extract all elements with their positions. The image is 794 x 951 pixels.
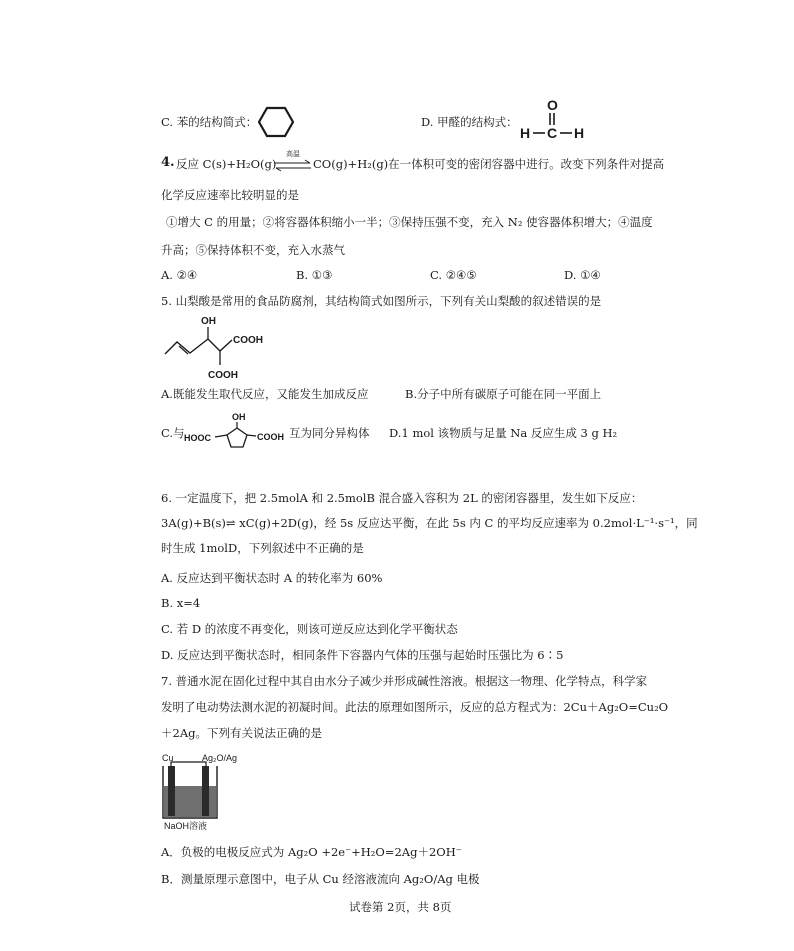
q7-option-b: B．测量原理示意图中，电子从 Cu 经溶液流向 Ag₂O/Ag 电极 xyxy=(161,872,480,886)
q5-option-b: B.分子中所有碳原子可能在同一平面上 xyxy=(405,387,602,401)
sorbic-acid-structure xyxy=(160,310,270,382)
q5-option-c-prefix: C.与 xyxy=(161,426,185,440)
sorbic-oh-label: OH xyxy=(201,316,216,327)
cyclopentane-isomer-structure xyxy=(184,410,288,454)
q6-stem-line1: 6. 一定温度下，把 2.5molA 和 2.5molB 混合盛入容积为 2L 的密闭容器里，发生如下反应： xyxy=(161,491,643,505)
q5-option-d: D.1 mol 该物质与足量 Na 反应生成 3 g H₂ xyxy=(389,426,618,440)
q4-option-b: B. ①③ xyxy=(296,268,333,282)
q6-option-a: A. 反应达到平衡状态时 A 的转化率为 60% xyxy=(161,571,383,585)
formaldehyde-structure xyxy=(518,98,588,142)
naoh-solution-label: NaOH溶液 xyxy=(164,821,208,831)
electrochemical-cell-diagram xyxy=(160,748,254,832)
q7-option-a: A．负极的电极反应式为 Ag₂O +2e⁻+H₂O=2Ag＋2OH⁻ xyxy=(161,845,462,859)
ag-electrode-label: Ag₂O/Ag xyxy=(202,753,238,763)
ring-cooh-label: COOH xyxy=(257,432,284,442)
formaldehyde-c: C xyxy=(547,125,558,141)
formaldehyde-h-right: H xyxy=(574,125,585,141)
q3-option-d: D. 甲醛的结构式： xyxy=(421,115,518,129)
benzene-structure xyxy=(258,106,294,138)
q6-option-c: C. 若 D 的浓度不再变化，则该可逆反应达到化学平衡状态 xyxy=(161,622,458,636)
ring-hooc-label: HOOC xyxy=(184,433,211,443)
q4-number: 4. xyxy=(161,155,175,170)
q6-option-b: B. x=4 xyxy=(161,596,201,610)
q4-option-d: D. ①④ xyxy=(564,268,601,282)
q5-option-a: A.既能发生取代反应，又能发生加成反应 xyxy=(161,387,369,401)
q6-stem-line2: 3A(g)+B(s)⇌ xC(g)+2D(g)，经 5s 反应达平衡，在此 5s 内 C 的平均反应速率为 0.2mol·L⁻¹·s⁻¹，同 xyxy=(161,516,698,530)
q4-conditions-line2: 升高；⑤保持体积不变，充入水蒸气 xyxy=(161,243,345,257)
reversible-arrow xyxy=(274,150,312,174)
sorbic-cooh-bottom: COOH xyxy=(208,370,238,381)
q4-option-a: A. ②④ xyxy=(161,268,198,282)
q4-stem-line2: 化学反应速率比较明显的是 xyxy=(161,188,299,202)
formaldehyde-h-left: H xyxy=(520,125,531,141)
q4-stem-part2: CO(g)+H₂(g)在一体积可变的密闭容器中进行。改变下列条件对提高 xyxy=(313,157,665,171)
q4-option-c: C. ②④⑤ xyxy=(430,268,477,282)
q7-stem-line2: 发明了电动势法测水泥的初凝时间。此法的原理如图所示，反应的总方程式为：2Cu＋Ag₂O=Cu₂O xyxy=(161,700,669,714)
q3-option-c: C. 苯的结构简式： xyxy=(161,115,258,129)
arrow-condition-label: 高温 xyxy=(286,150,300,158)
page-footer: 试卷第 2页，共 8页 xyxy=(349,900,452,914)
q6-stem-line3: 时生成 1molD，下列叙述中不正确的是 xyxy=(161,541,364,555)
sorbic-cooh-right: COOH xyxy=(233,335,263,346)
formaldehyde-o: O xyxy=(547,98,558,113)
q5-option-c-suffix: 互为同分异构体 xyxy=(289,426,370,440)
q5-stem: 5. 山梨酸是常用的食品防腐剂，其结构简式如图所示，下列有关山梨酸的叙述错误的是 xyxy=(161,294,602,308)
ring-oh-label: OH xyxy=(232,412,246,422)
cu-electrode-label: Cu xyxy=(162,753,174,763)
q6-option-d: D. 反应达到平衡状态时，相同条件下容器内气体的压强与起始时压强比为 6∶5 xyxy=(161,648,564,662)
q7-stem-line1: 7. 普通水泥在固化过程中其自由水分子减少并形成碱性溶液。根据这一物理、化学特点，科学家 xyxy=(161,674,648,688)
q4-stem-part1: 反应 C(s)+H₂O(g) xyxy=(176,157,277,171)
q4-conditions-line1: ①增大 C 的用量；②将容器体积缩小一半；③保持压强不变，充入 N₂ 使容器体积增大；④温度 xyxy=(166,215,653,229)
q7-stem-line3: ＋2Ag。下列有关说法正确的是 xyxy=(161,726,322,740)
